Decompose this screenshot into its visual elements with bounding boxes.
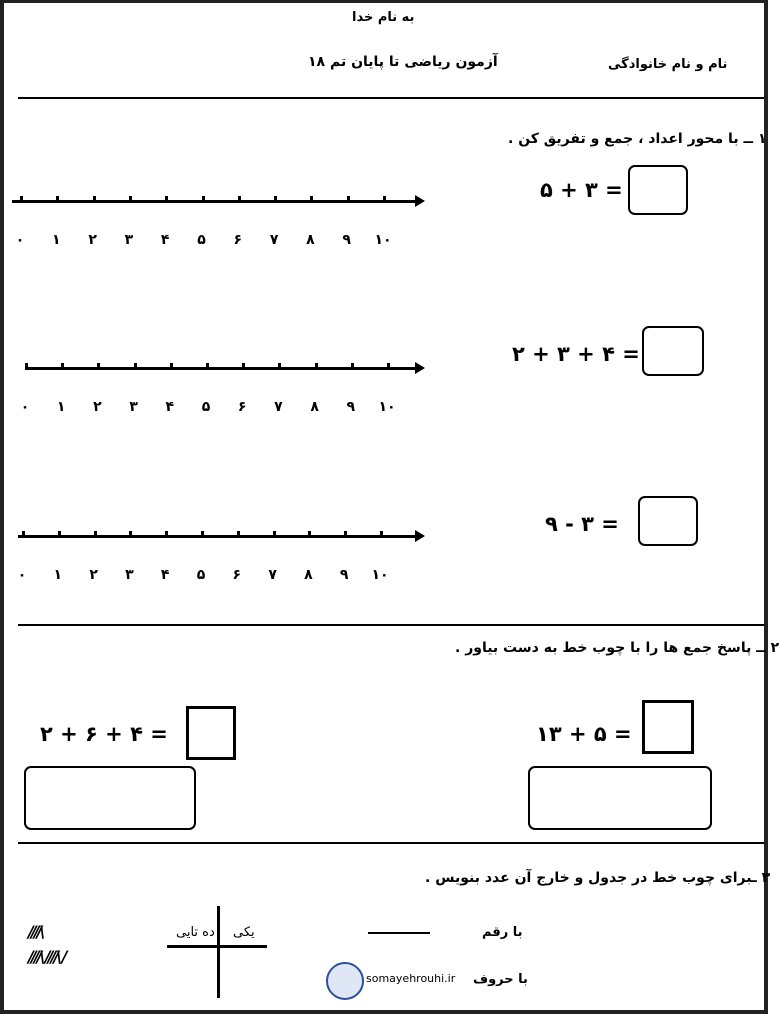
tick-mark (383, 196, 386, 200)
q3-title: ۳ ـبرای چوب خط در جدول و خارج آن عدد بنویس . (425, 870, 771, 886)
divider (18, 97, 764, 99)
tick-mark (58, 531, 61, 535)
equation-1: ۵ + ۳ = (540, 178, 623, 202)
tick-mark (308, 531, 311, 535)
basmala: به نام خدا (352, 10, 415, 25)
tick-mark (22, 531, 25, 535)
tick-mark (94, 531, 97, 535)
tick-mark (61, 363, 64, 367)
tick-mark (242, 363, 245, 367)
tick-mark (165, 196, 168, 200)
tick-mark (273, 531, 276, 535)
number-line-label: ۱۰ (371, 567, 389, 583)
tick-mark (20, 196, 23, 200)
watermark-text: somayehrouhi.ir (366, 972, 456, 985)
answer-box-1[interactable] (628, 165, 688, 215)
number-line-label: ۵ (201, 399, 211, 415)
number-line-label: ۰ (20, 399, 30, 415)
number-line-label: ۱ (53, 567, 63, 583)
number-line-1 (12, 200, 417, 203)
number-line-label: ۷ (269, 232, 279, 248)
watermark-logo (326, 962, 364, 1000)
tally-marks-row1: ////\ (28, 922, 43, 941)
number-line-label: ۹ (346, 399, 356, 415)
tick-mark (278, 363, 281, 367)
arrow-icon (415, 362, 425, 374)
tick-mark (347, 196, 350, 200)
answer-square-right[interactable] (642, 700, 694, 754)
tick-mark (165, 531, 168, 535)
number-line-label: ۲ (89, 567, 98, 583)
number-line-label: ۲ (93, 399, 102, 415)
number-line-label: ۸ (304, 567, 313, 583)
tally-box-left[interactable] (24, 766, 196, 830)
equation-right: ۱۳ + ۵ = (536, 722, 632, 746)
tick-mark (238, 196, 241, 200)
equation-3: ۹ - ۳ = (545, 512, 619, 536)
number-line-label: ۷ (268, 567, 277, 583)
ones-header: یکی (233, 925, 255, 940)
tally-box-right[interactable] (528, 766, 712, 830)
number-line-label: ۳ (124, 232, 134, 248)
tally-marks-row2: ////\ ////\ / (28, 947, 65, 966)
tick-mark (129, 196, 132, 200)
number-line-label: ۱۰ (378, 399, 396, 415)
tick-mark (237, 531, 240, 535)
number-line-label: ۰ (17, 567, 27, 583)
arrow-icon (415, 195, 425, 207)
answer-square-left[interactable] (186, 706, 236, 760)
with-letters-label: با حروف (473, 972, 528, 987)
tick-mark (56, 196, 59, 200)
tick-mark (344, 531, 347, 535)
tick-mark (25, 363, 28, 367)
number-line-3 (18, 535, 417, 538)
tick-mark (206, 363, 209, 367)
with-digits-label: با رقم (482, 925, 523, 940)
tick-mark (380, 531, 383, 535)
number-line-2 (25, 367, 417, 370)
tick-mark (310, 196, 313, 200)
exam-title: آزمون ریاضی تا پایان تم ۱۸ (308, 54, 498, 70)
number-line-label: ۳ (129, 399, 138, 415)
number-line-label: ۲ (88, 232, 97, 248)
divider (18, 624, 764, 626)
number-line-label: ۴ (165, 399, 175, 415)
number-line-label: ۱۰ (374, 232, 392, 248)
number-line-label: ۵ (196, 567, 206, 583)
number-line-label: ۶ (232, 567, 242, 583)
arrow-icon (415, 530, 425, 542)
answer-box-2[interactable] (642, 326, 704, 376)
tick-mark (387, 363, 390, 367)
tick-mark (134, 363, 137, 367)
equation-left: ۲ + ۶ + ۴ = (40, 722, 168, 746)
digits-answer-line[interactable] (368, 932, 430, 934)
tick-mark (170, 363, 173, 367)
tick-mark (93, 196, 96, 200)
number-line-label: ۴ (160, 567, 170, 583)
number-line-label: ۷ (274, 399, 283, 415)
number-line-label: ۶ (233, 232, 243, 248)
divider (18, 842, 764, 844)
tick-mark (201, 531, 204, 535)
q1-title: ۱ ــ با محور اعداد ، جمع و تفریق کن . (508, 131, 767, 147)
name-label: نام و نام خانوادگی (608, 57, 728, 72)
tick-mark (315, 363, 318, 367)
number-line-label: ۵ (197, 232, 206, 248)
number-line-label: ۹ (342, 232, 351, 248)
number-line-label: ۳ (125, 567, 134, 583)
number-line-label: ۱ (56, 399, 66, 415)
tick-mark (202, 196, 205, 200)
equation-2: ۲ + ۳ + ۴ = (512, 342, 640, 366)
number-line-label: ۸ (310, 399, 319, 415)
number-line-label: ۶ (237, 399, 247, 415)
number-line-label: ۹ (339, 567, 349, 583)
number-line-label: ۸ (306, 232, 315, 248)
tens-header: ده تایی (176, 925, 215, 940)
tick-mark (274, 196, 277, 200)
answer-box-3[interactable] (638, 496, 698, 546)
tick-mark (351, 363, 354, 367)
tick-mark (129, 531, 132, 535)
q2-title: ۲ ــ پاسخ جمع ها را با چوب خط به دست بیاور . (455, 640, 779, 656)
tick-mark (97, 363, 100, 367)
table-horizontal-line (167, 945, 267, 948)
number-line-label: ۴ (160, 232, 170, 248)
number-line-label: ۱ (52, 232, 61, 248)
number-line-label: ۰ (15, 232, 25, 248)
table-vertical-line (217, 906, 220, 998)
